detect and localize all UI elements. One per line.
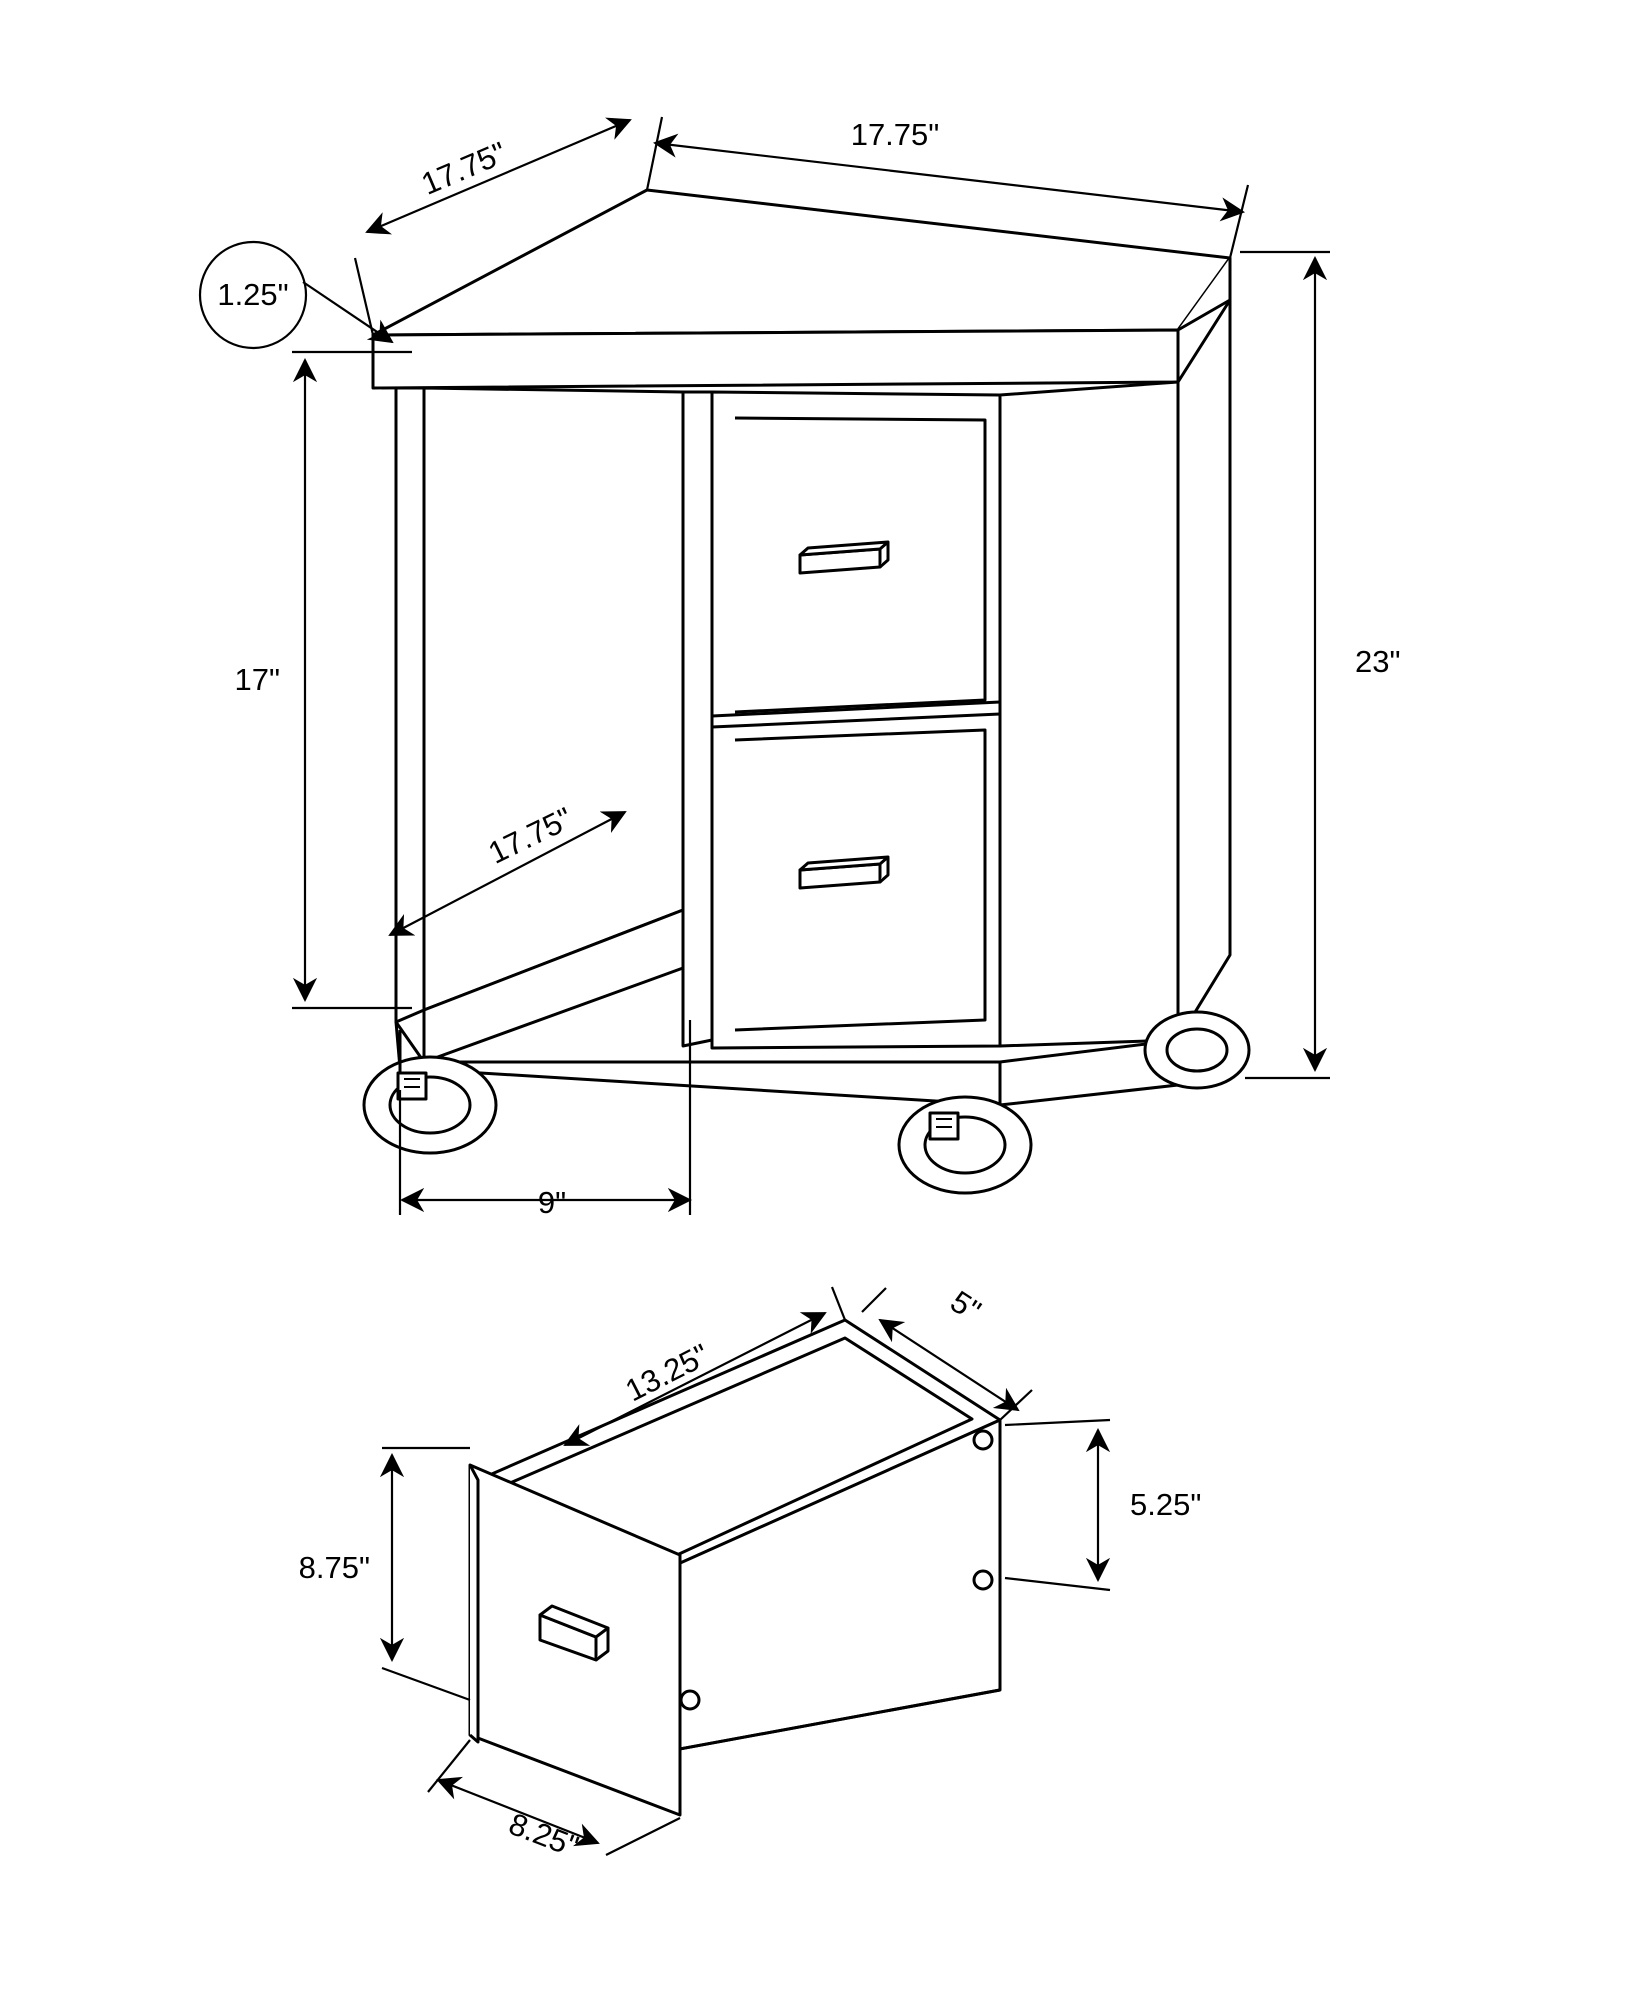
cabinet-top-panel	[373, 190, 1230, 388]
label-drawer-front-height: 8.75"	[298, 1550, 370, 1585]
label-interior-height: 17"	[234, 662, 280, 697]
label-drawer-width: 5"	[944, 1283, 988, 1329]
caster-rear-right	[1145, 1012, 1249, 1088]
drawer-handle-upper	[800, 542, 888, 573]
label-drawer-length: 13.25"	[619, 1336, 715, 1409]
cabinet-assembly-view	[200, 117, 1401, 1220]
label-top-thickness: 1.25"	[217, 277, 289, 312]
label-interior-depth: 17.75"	[482, 800, 578, 871]
label-top-width: 17.75"	[850, 117, 940, 152]
drawer-detail-view	[299, 1284, 1202, 1864]
caster-front-right	[899, 1097, 1031, 1193]
label-drawer-front-width: 8.25"	[504, 1806, 584, 1865]
label-overall-height: 23"	[1355, 644, 1401, 679]
label-top-depth: 17.75"	[416, 134, 512, 202]
caster-front-left	[364, 1057, 496, 1153]
cabinet-body	[396, 300, 1230, 1062]
drawer-handle-lower	[800, 857, 888, 888]
label-drawer-box-height: 5.25"	[1130, 1487, 1202, 1522]
label-compartment-width: 9"	[537, 1185, 567, 1220]
